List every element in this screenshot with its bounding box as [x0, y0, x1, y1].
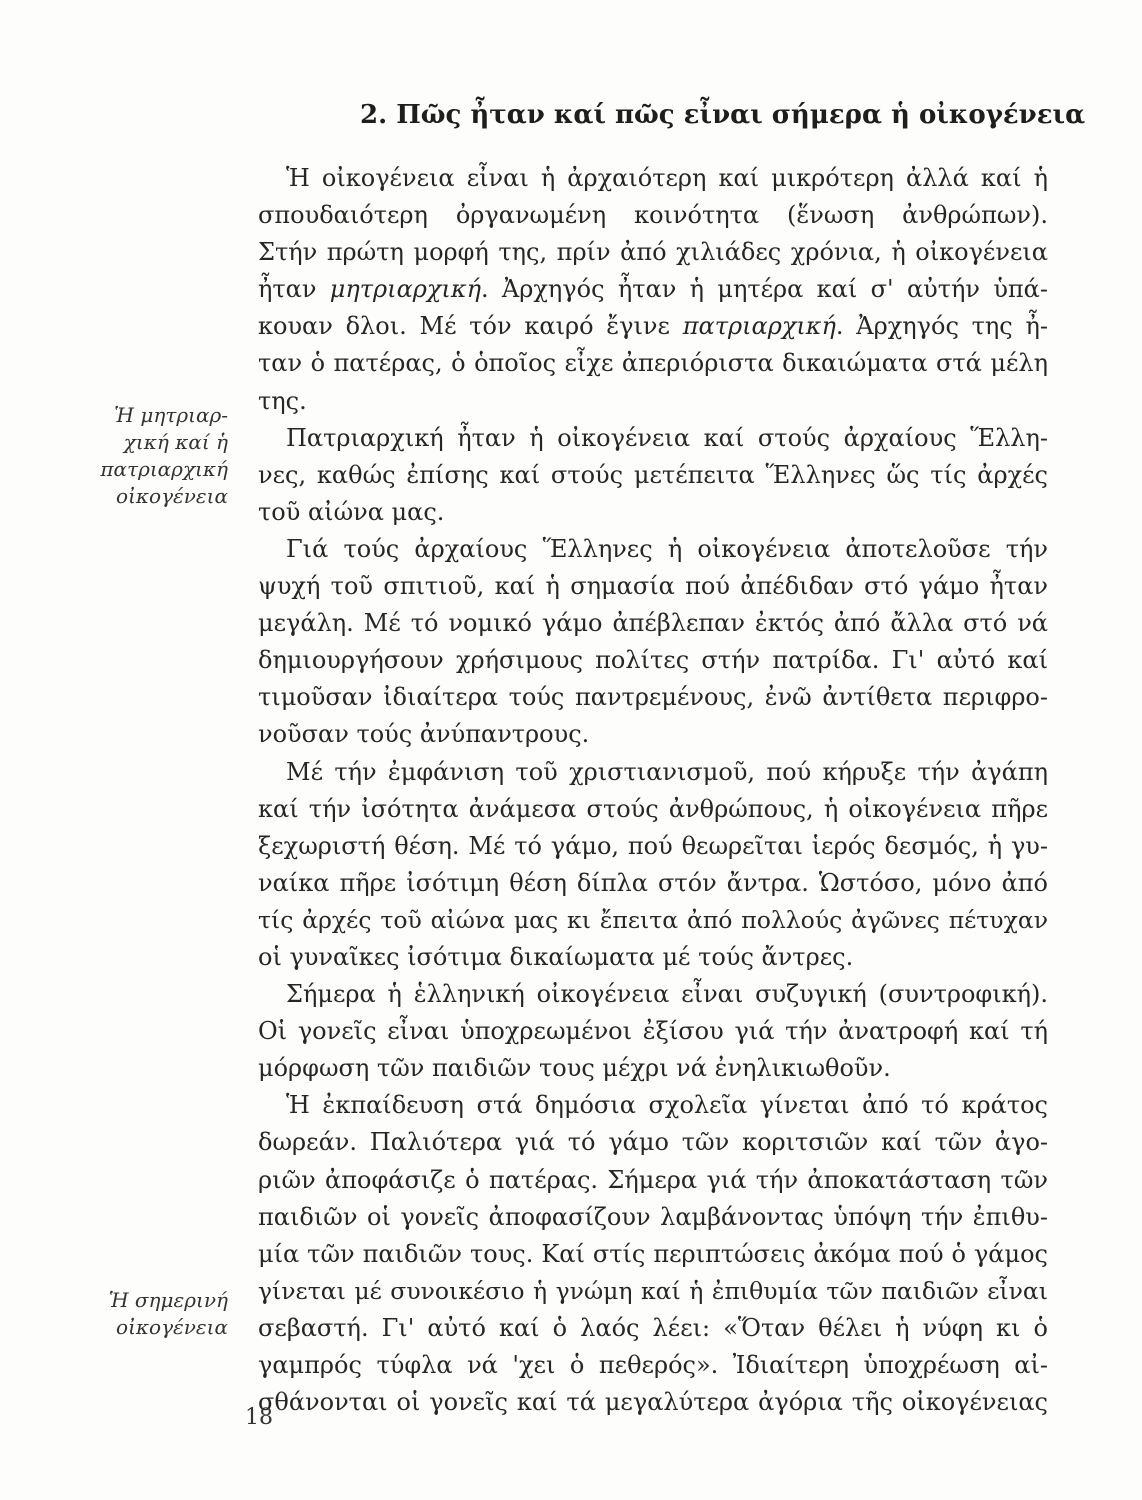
text-line: μία τῶν παιδιῶν τους. Καί στίς περιπτώσεις ἀκόμα πού ὁ γάμος [258, 1239, 1048, 1268]
text-line: γαμπρός τύφλα νά 'χει ὁ πεθερός». Ἰδιαίτερη ὑποχρέωση αἰ- [258, 1351, 1048, 1379]
text-line: ναίκα πῆρε ἰσότιμη θέση δίπλα στόν ἄντρα. Ὡστόσο, μόνο ἀπό [258, 868, 1048, 897]
section-heading: 2. Πῶς ἦταν καί πῶς εἶναι σήμερα ἡ οἰκογένεια [360, 100, 1086, 130]
text-line: μόρφωση τῶν παιδιῶν τους μέχρι νά ἐνηλικιωθοῦν. [258, 1054, 891, 1083]
emphasis-term: μητριαρχική [329, 275, 481, 304]
text-line: σθάνονται οἱ γονεῖς καί τά μεγαλύτερα ἀγόρια τῆς οἰκογένειας [258, 1388, 1048, 1417]
text-line: τιμοῦσαν ἰδιαίτερα τούς παντρεμένους, ἐνῶ ἀντίθετα περιφρο- [258, 683, 1048, 712]
text-line: ταν ὁ πατέρας, ὁ ὁποῖος εἶχε ἀπεριόριστα δικαιώματα στά μέλη [258, 349, 1048, 378]
text-line: γίνεται μέ συνοικέσιο ἡ γνώμη καί ἡ ἐπιθυμία τῶν παιδιῶν εἶναι [258, 1276, 1048, 1305]
margin-note-line: πατριαρχική [100, 457, 228, 481]
text-run: . Ἀρχηγός της ἦ- [835, 312, 1048, 341]
text-line: νοῦσαν τούς ἀνύπαντρους. [258, 720, 590, 749]
text-line [258, 308, 1048, 345]
text-line: δημιουργήσουν χρήσιμους πολίτες στήν πατρίδα. Γι' αὐτό καί [258, 646, 1048, 675]
text-line: Σήμερα ἡ ἑλληνική οἰκογένεια εἶναι συζυγική (συντροφική). [286, 980, 1048, 1009]
text-line [258, 271, 1048, 308]
text-line: Πατριαρχική ἦταν ἡ οἰκογένεια καί στούς ἀρχαίους Ἕλλη- [286, 423, 1048, 452]
text-run: κουαν δλοι. Μέ τόν καιρό ἔγινε [258, 312, 683, 341]
text-line: νες, καθώς ἐπίσης καί στούς μετέπειτα Ἕλληνες ὥς τίς ἀρχές [258, 460, 1048, 489]
margin-note-line: οἰκογένεια [116, 1315, 228, 1339]
text-line: Γιά τούς ἀρχαίους Ἕλληνες ἡ οἰκογένεια ἀποτελοῦσε τήν [286, 534, 1048, 563]
body-text [258, 160, 1048, 1421]
margin-note-today [78, 1287, 228, 1341]
text-line: ξεχωριστή θέση. Μέ τό γάμο, πού θεωρεῖται ἱερός δεσμός, ἡ γυ- [258, 831, 1048, 860]
text-line: δωρεάν. Παλιότερα γιά τό γάμο τῶν κοριτσιῶν καί τῶν ἀγο- [258, 1128, 1048, 1157]
text-line: Στήν πρώτη μορφή της, πρίν ἀπό χιλιάδες χρόνια, ἡ οἰκογένεια [258, 238, 1048, 267]
text-line: Ἡ οἰκογένεια εἶναι ἡ ἀρχαιότερη καί μικρότερη ἀλλά καί ἡ [286, 164, 1048, 192]
margin-note-line: χική καί ἡ [123, 430, 228, 454]
text-line: Μέ τήν ἐμφάνιση τοῦ χριστιανισμοῦ, πού κήρυξε τήν ἀγάπη [286, 757, 1048, 786]
text-line: οἱ γυναῖκες ἰσότιμα δικαίωματα μέ τούς ἄντρες. [258, 942, 854, 971]
text-run: ἦταν [258, 275, 330, 304]
text-line: Ἡ ἐκπαίδευση στά δημόσια σχολεῖα γίνεται ἀπό τό κράτος [286, 1091, 1048, 1120]
text-line: ψυχή τοῦ σπιτιοῦ, καί ἡ σημασία πού ἀπέδιδαν στό γάμο ἦταν [258, 572, 1048, 601]
text-line: μεγάλη. Μέ τό νομικό γάμο ἀπέβλεπαν ἐκτός ἀπό ἄλλα στό νά [258, 609, 1048, 638]
text-line: σεβαστή. Γι' αὐτό καί ὁ λαός λέει: «Ὅταν θέλει ἡ νύφη κι ὁ [258, 1313, 1048, 1342]
text-line: ριῶν ἀποφάσιζε ὁ πατέρας. Σήμερα γιά τήν ἀποκατάσταση τῶν [258, 1165, 1048, 1194]
text-line: παιδιῶν οἱ γονεῖς ἀποφασίζουν λαμβάνοντας ὑπόψη τήν ἐπιθυ- [258, 1202, 1048, 1231]
margin-note-line: Ἡ σημερινή [108, 1288, 228, 1312]
margin-note-line: οἰκογένεια [116, 484, 228, 508]
margin-note-patriarchal [78, 402, 228, 510]
text-line: καί τήν ἰσότητα ἀνάμεσα στούς ἀνθρώπους, ἡ οἰκογένεια πῆρε [258, 794, 1048, 823]
text-line: τίς ἀρχές τοῦ αἰώνα μας κι ἔπειτα ἀπό πολλούς ἀγῶνες πέτυχαν [258, 905, 1048, 934]
text-line: Οἱ γονεῖς εἶναι ὑποχρεωμένοι ἐξίσου γιά τήν ἀνατροφή καί τή [258, 1017, 1048, 1046]
text-line: τοῦ αἰώνα μας. [258, 497, 445, 526]
page-number: 18 [245, 1405, 273, 1430]
text-line: της. [258, 386, 307, 415]
text-run: . Ἀρχηγός ἦταν ἡ μητέρα καί σ' αὐτήν ὑπά- [480, 275, 1048, 304]
margin-note-line: Ἡ μητριαρ- [114, 403, 228, 427]
emphasis-term: πατριαρχική [682, 312, 836, 341]
text-line: σπουδαιότερη ὀργανωμένη κοινότητα (ἕνωση ἀνθρώπων). [258, 201, 1048, 230]
